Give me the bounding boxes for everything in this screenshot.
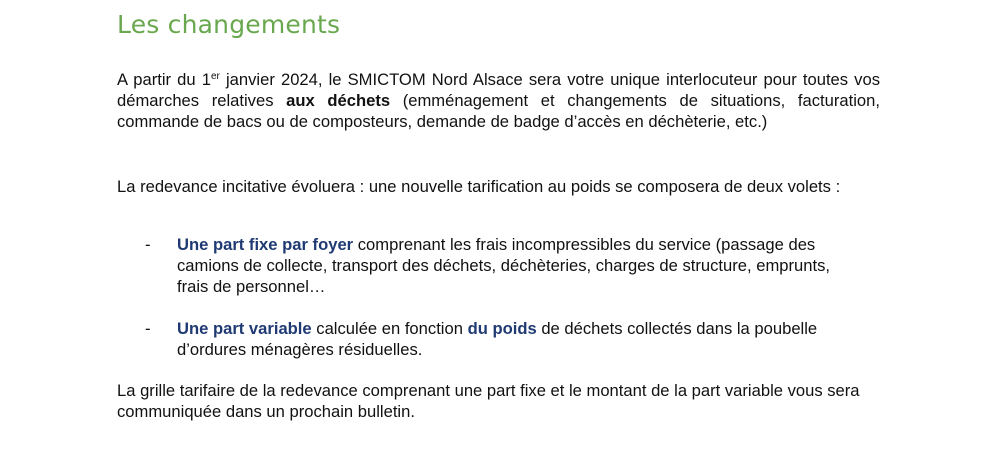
intro-bold-dechets: aux déchets bbox=[286, 91, 391, 110]
bullet-bold-du-poids: du poids bbox=[467, 319, 537, 338]
bullet-dash: - bbox=[145, 235, 151, 254]
ordinal-superscript: er bbox=[210, 71, 220, 82]
intro-paragraph bbox=[117, 69, 880, 132]
bullet-text: comprenant les frais incompressibles du service (passage des camions de collecte, transport des déchets, déchèteries, charges de structure, emprunts, frais de personnel… bbox=[177, 235, 831, 296]
redevance-paragraph: La redevance incitative évoluera : une nouvelle tarification au poids se composera de deux volets : bbox=[117, 177, 841, 196]
bullet-list-variable bbox=[145, 318, 865, 360]
intro-text-start: A partir du 1 bbox=[117, 70, 211, 89]
intro-text-middle: janvier 2024, le SMICTOM Nord Alsace sera votre unique interlocuteur pour toutes vos démarches relatives bbox=[117, 70, 881, 110]
list-item bbox=[145, 318, 865, 360]
bullet-text-b: de déchets collectés dans la poubelle d’ordures ménagères résiduelles. bbox=[177, 319, 818, 359]
closing-paragraph: La grille tarifaire de la redevance comprenant une part fixe et le montant de la part variable vous sera communiquée dans un prochain bulletin. bbox=[117, 381, 860, 421]
bullet-bold-part-variable: Une part variable bbox=[177, 319, 312, 338]
bullet-list-fixed bbox=[145, 234, 865, 297]
bullet-dash: - bbox=[145, 319, 151, 338]
bullet-bold-part-fixe: Une part fixe par foyer bbox=[177, 235, 354, 254]
bullet-text-a: calculée en fonction bbox=[311, 319, 468, 338]
section-heading: Les changements bbox=[117, 10, 341, 39]
list-item bbox=[145, 234, 865, 297]
intro-text-end: (emménagement et changements de situations, facturation, commande de bacs ou de composteurs, demande de badge d’accès en déchèterie, etc.) bbox=[117, 91, 880, 131]
